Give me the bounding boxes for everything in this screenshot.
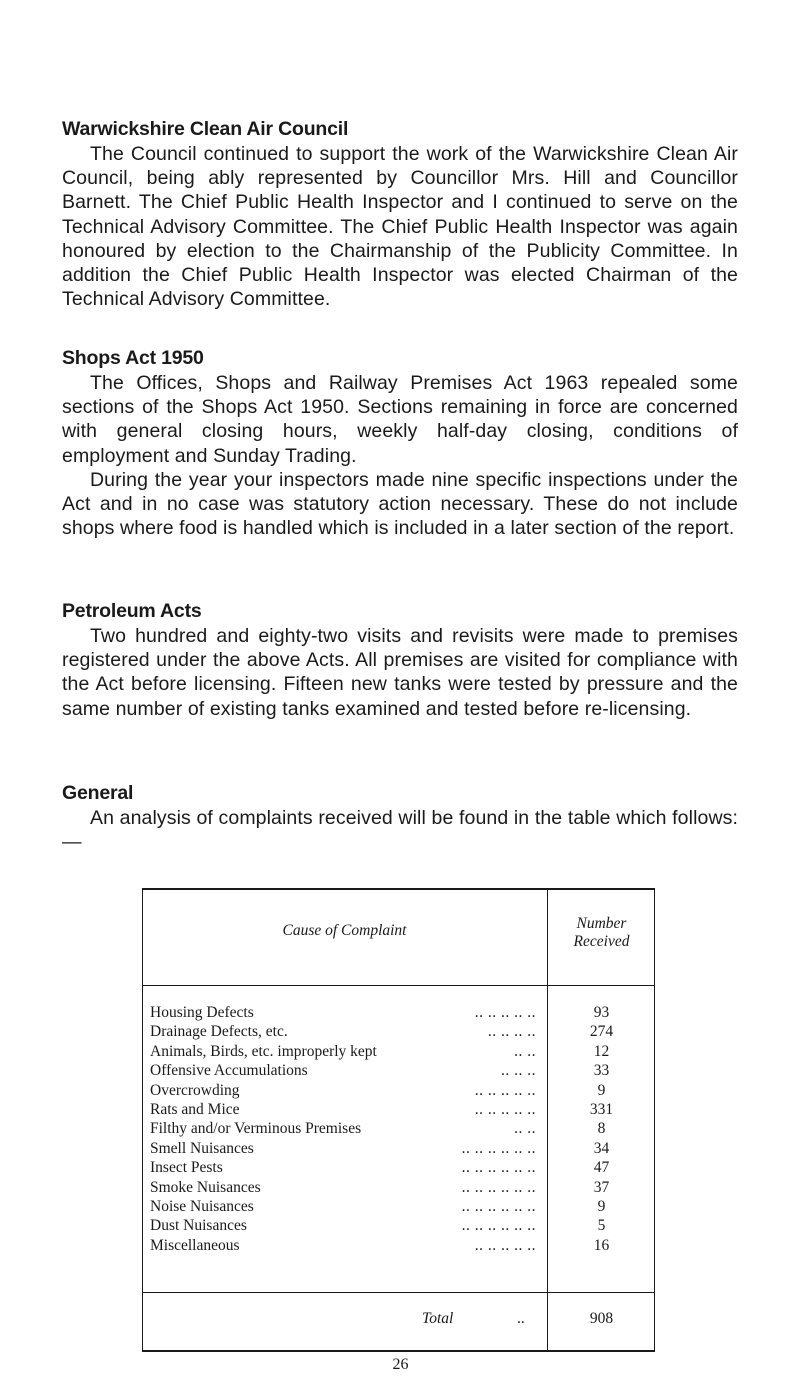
table-bottom-rule: [142, 1350, 655, 1352]
section-shops-act: [62, 345, 738, 540]
leader-dots: .. .. ..: [501, 1062, 536, 1080]
table-header-rule: [142, 985, 655, 986]
complaints-table: [142, 888, 655, 1386]
complaint-cause-text: Smoke Nuisances: [150, 1178, 261, 1196]
section-paragraph: During the year your inspectors made nine specific inspections under the Act and in no case was statutory action necessary. These do not include shops where food is handled which is included in a later section of the report.: [62, 468, 738, 540]
complaint-cause: [150, 1158, 536, 1177]
section-heading: Warwickshire Clean Air Council: [62, 118, 349, 140]
complaint-cause: [150, 1022, 536, 1041]
complaint-count: 16: [593, 1236, 610, 1254]
leader-dots: .. .. .. .. ..: [474, 1236, 536, 1254]
section-paragraph: An analysis of complaints received will be found in the table which follows:—: [62, 807, 738, 854]
complaint-count: 5: [597, 1217, 606, 1235]
complaint-cause: [150, 1042, 536, 1061]
complaint-count: 9: [597, 1197, 606, 1215]
complaint-cause-text: Insect Pests: [150, 1159, 223, 1177]
section-heading: General: [62, 782, 134, 804]
complaint-cause-text: Noise Nuisances: [150, 1197, 254, 1215]
complaint-cause-text: Smell Nuisances: [150, 1139, 254, 1157]
leader-dots: .. .. .. .. ..: [474, 1081, 536, 1099]
table-row: [150, 1042, 655, 1061]
complaint-count: 9: [597, 1081, 606, 1099]
complaint-cause: [150, 1081, 536, 1100]
table-row: [150, 1158, 655, 1177]
leader-dots: .. ..: [514, 1042, 536, 1060]
section-heading: Shops Act 1950: [62, 347, 204, 369]
complaint-count: 274: [589, 1023, 614, 1041]
complaint-count: 47: [593, 1159, 610, 1177]
table-left-border: [142, 888, 143, 1352]
complaint-count: 12: [593, 1042, 610, 1060]
section-paragraph: The Council continued to support the work of the Warwickshire Clean Air Council, being ably represented by Councillor Mrs. Hill and Councillor Barnett. The Chief Public Health Inspector and I continued to serve on the Technical Advisory Committee. The Chief Public Health Inspector was again honoured by election to the Chairmanship of the Publicity Committee. In addition the Chief Public Health Inspector was elected Chairman of the Technical Advisory Committee.: [62, 143, 738, 311]
section-petroleum-acts: [62, 598, 738, 721]
leader-dots: .. ..: [514, 1120, 536, 1138]
complaint-cause-text: Dust Nuisances: [150, 1217, 247, 1235]
table-row: [150, 1100, 655, 1119]
complaint-count: 8: [597, 1120, 606, 1138]
table-row: [150, 1003, 655, 1022]
table-top-rule: [142, 888, 655, 890]
column-header-cause: Cause of Complaint: [282, 922, 407, 939]
complaint-cause: [150, 1061, 536, 1080]
column-header-number: Number Received: [573, 915, 630, 950]
leader-dots: .. .. .. .. .. ..: [461, 1178, 536, 1196]
leader-dots: .. .. .. .. .. ..: [461, 1159, 536, 1177]
table-row: [150, 1081, 655, 1100]
complaint-cause: [150, 1178, 536, 1197]
complaint-cause-text: Animals, Birds, etc. improperly kept: [150, 1042, 377, 1060]
complaint-cause: [150, 1139, 536, 1158]
complaint-cause-text: Miscellaneous: [150, 1236, 240, 1254]
table-row: [150, 1139, 655, 1158]
complaint-cause-text: Drainage Defects, etc.: [150, 1023, 288, 1041]
total-value: 908: [589, 1310, 614, 1327]
table-row: [150, 1061, 655, 1080]
complaint-cause: [150, 1119, 536, 1138]
leader-dots: .. .. .. .. .. ..: [461, 1217, 536, 1235]
leader-dots: .. .. .. .. ..: [474, 1100, 536, 1118]
total-leader-dots: ..: [517, 1310, 525, 1327]
complaint-cause-text: Filthy and/or Verminous Premises: [150, 1120, 362, 1138]
table-row: [150, 1236, 655, 1255]
complaint-cause-text: Overcrowding: [150, 1081, 240, 1099]
complaint-cause: [150, 1236, 536, 1255]
leader-dots: .. .. .. .. ..: [474, 1004, 536, 1021]
complaint-count: 34: [593, 1139, 610, 1157]
table-row: [150, 1178, 655, 1197]
complaint-cause-text: Offensive Accumulations: [150, 1062, 308, 1080]
leader-dots: .. .. .. .. .. ..: [461, 1139, 536, 1157]
complaint-cause: [150, 1100, 536, 1119]
complaint-count: 37: [593, 1178, 610, 1196]
complaint-cause: [150, 1003, 536, 1022]
leader-dots: .. .. .. .. .. ..: [461, 1197, 536, 1215]
table-row: [150, 1216, 655, 1235]
table-body: [150, 1003, 655, 1255]
section-heading: Petroleum Acts: [62, 600, 202, 622]
table-row: [150, 1022, 655, 1041]
page-number: 26: [392, 1356, 409, 1373]
table-row: [150, 1197, 655, 1216]
complaint-count: 331: [589, 1100, 614, 1118]
complaint-cause-text: Housing Defects: [150, 1004, 254, 1021]
complaint-cause: [150, 1197, 536, 1216]
section-paragraph: Two hundred and eighty-two visits and revisits were made to premises registered under the above Acts. All premises are visited for compliance with the Act before licensing. Fifteen new tanks were tested by pressure and the same number of existing tanks examined and tested before re-licensing.: [62, 625, 738, 720]
complaint-count: 93: [593, 1004, 610, 1021]
table-row: [150, 1119, 655, 1138]
leader-dots: .. .. .. ..: [487, 1023, 536, 1041]
complaint-cause-text: Rats and Mice: [150, 1100, 240, 1118]
section-clean-air-council: [62, 116, 738, 311]
complaint-cause: [150, 1216, 536, 1235]
complaint-count: 33: [593, 1062, 610, 1080]
table-total-rule: [142, 1292, 655, 1293]
total-label: Total: [422, 1310, 454, 1327]
section-general: [62, 780, 738, 854]
section-paragraph: The Offices, Shops and Railway Premises Act 1963 repealed some sections of the Shops Act 1950. Sections remaining in force are concerned with general closing hours, weekly half-day closing, conditions of employment and Sunday Trading.: [62, 372, 738, 467]
